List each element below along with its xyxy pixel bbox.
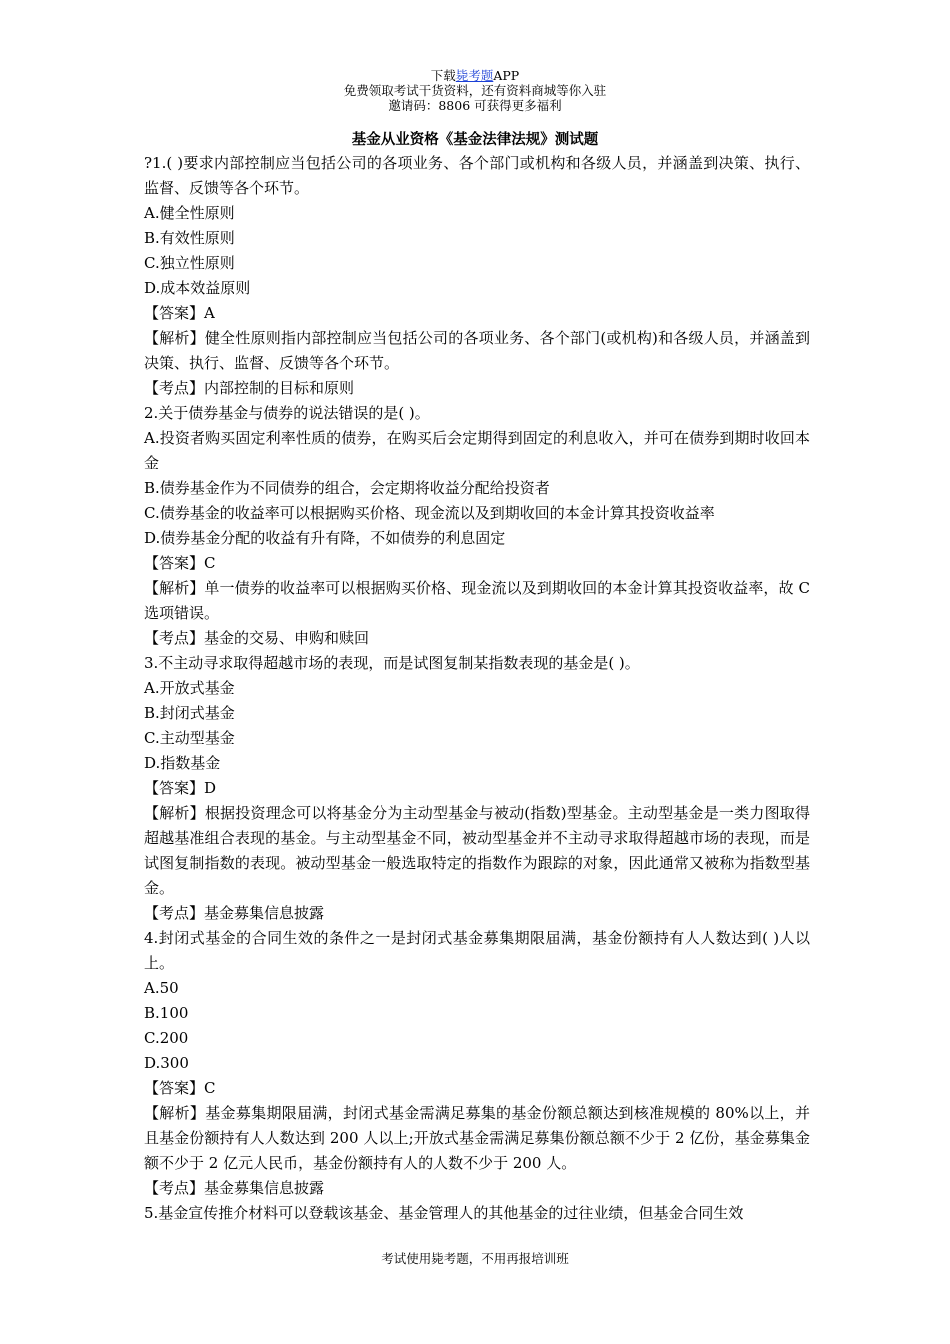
document-title: 基金从业资格《基金法律法规》测试题 xyxy=(351,131,599,148)
text-line: 【考点】基金募集信息披露 xyxy=(144,904,325,922)
text-line: 【考点】基金的交易、申购和赎回 xyxy=(144,629,370,647)
text-line: B.封闭式基金 xyxy=(144,704,235,722)
text-line: 【答案】C xyxy=(144,1079,216,1097)
text-line: D.300 xyxy=(144,1054,189,1072)
text-line: 5.基金宣传推介材料可以登载该基金、基金管理人的其他基金的过往业绩，但基金合同生效 xyxy=(144,1204,744,1222)
text-line: 【答案】C xyxy=(144,554,216,572)
text-line: A.投资者购买固定利率性质的债券，在购买后会定期得到固定的利息收入，并可在债券到期时收回本金 xyxy=(144,429,810,472)
text-line: 【解析】单一债券的收益率可以根据购买价格、现金流以及到期收回的本金计算其投资收益率，故 C 选项错误。 xyxy=(144,579,810,622)
text-line: B.有效性原则 xyxy=(144,229,235,247)
text-line: 4.封闭式基金的合同生效的条件之一是封闭式基金募集期限届满，基金份额持有人人数达到( )人以上。 xyxy=(144,929,810,972)
text-line: 【解析】基金募集期限届满，封闭式基金需满足募集的基金份额总额达到核准规模的 80%以上，并且基金份额持有人人数达到 200 人以上;开放式基金需满足募集份额总额不少于 2 亿份，基金募集金额不少于 2 亿元人民币，基金份额持有人的人数不少于 200 人。 xyxy=(144,1104,810,1172)
text-line: B.债券基金作为不同债券的组合，会定期将收益分配给投资者 xyxy=(144,479,550,497)
text-line: C.独立性原则 xyxy=(144,254,235,272)
text-line: ?1.( )要求内部控制应当包括公司的各项业务、各个部门或机构和各级人员，并涵盖到决策、执行、监督、反馈等各个环节。 xyxy=(144,154,810,197)
text-line: A.开放式基金 xyxy=(144,679,235,697)
text-line: 【解析】健全性原则指内部控制应当包括公司的各项业务、各个部门(或机构)和各级人员，并涵盖到决策、执行、监督、反馈等各个环节。 xyxy=(144,329,810,372)
download-suffix: APP xyxy=(493,68,520,83)
text-line: 2.关于债券基金与债券的说法错误的是( )。 xyxy=(144,404,430,422)
question-content xyxy=(144,151,810,1226)
text-line: C.主动型基金 xyxy=(144,729,235,747)
text-line: 【考点】内部控制的目标和原则 xyxy=(144,379,355,397)
text-line: D.债券基金分配的收益有升有降，不如债券的利息固定 xyxy=(144,529,506,547)
text-line: 【考点】基金募集信息披露 xyxy=(144,1179,325,1197)
text-line: 3.不主动寻求取得超越市场的表现，而是试图复制某指数表现的基金是( )。 xyxy=(144,654,640,672)
download-line xyxy=(0,68,950,83)
text-line: B.100 xyxy=(144,1004,189,1022)
text-line: D.成本效益原则 xyxy=(144,279,251,297)
text-line: 【解析】根据投资理念可以将基金分为主动型基金与被动(指数)型基金。主动型基金是一类力图取得超越基准组合表现的基金。与主动型基金不同，被动型基金并不主动寻求取得超越市场的表现，而是试图复制指数的表现。被动型基金一般选取特定的指数作为跟踪的对象，因此通常又被称为指数型基金。 xyxy=(144,804,810,897)
text-line: A.健全性原则 xyxy=(144,204,235,222)
text-line: 【答案】D xyxy=(144,779,217,797)
text-line: C.200 xyxy=(144,1029,189,1047)
page-header xyxy=(0,68,950,113)
download-prefix: 下载 xyxy=(430,68,456,83)
app-link[interactable]: 毙考题 xyxy=(455,68,494,83)
text-line: 【答案】A xyxy=(144,304,215,322)
promo-line: 免费领取考试干货资料，还有资料商城等你入驻 xyxy=(343,83,607,98)
invite-code-line: 邀请码：8806 可获得更多福利 xyxy=(388,98,562,113)
text-line: D.指数基金 xyxy=(144,754,221,772)
text-line: A.50 xyxy=(144,979,179,997)
text-line: C.债券基金的收益率可以根据购买价格、现金流以及到期收回的本金计算其投资收益率 xyxy=(144,504,715,522)
page-footer: 考试使用毙考题，不用再报培训班 xyxy=(381,1251,569,1266)
